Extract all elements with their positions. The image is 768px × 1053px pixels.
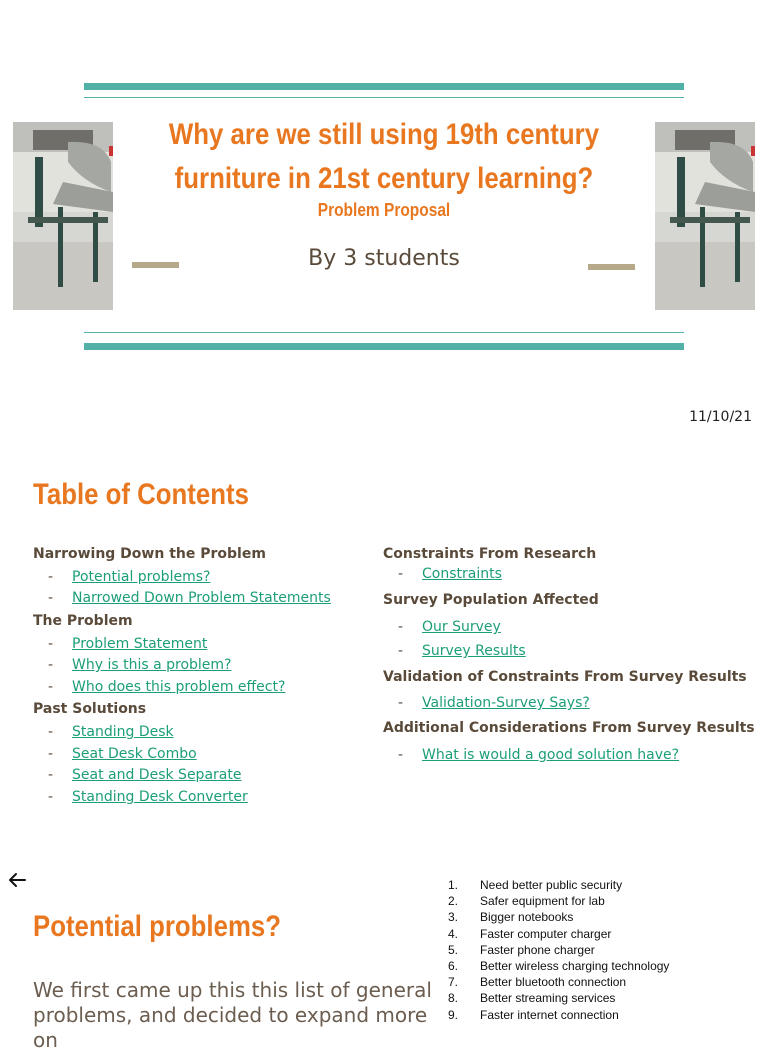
slide-subtitle: Problem Proposal	[317, 200, 451, 220]
top-accent-bar	[84, 83, 684, 90]
toc-link-problem-statement[interactable]: Problem Statement	[72, 636, 208, 652]
toc-section-heading: Narrowing Down the Problem	[33, 546, 266, 562]
list-number: 9.	[448, 1007, 459, 1022]
problem-list	[448, 877, 669, 1023]
right-decorative-dash	[588, 264, 635, 270]
toc-link-seat-desk-separate[interactable]: Seat and Desk Separate	[72, 767, 242, 783]
list-text: Better streaming services	[480, 991, 616, 1006]
toc-section-heading: The Problem	[33, 613, 133, 629]
toc-link-standing-desk[interactable]: Standing Desk	[72, 724, 174, 740]
byline: By 3 students	[308, 246, 460, 271]
list-item	[448, 1007, 669, 1023]
classroom-chair-photo-right	[655, 122, 755, 310]
toc-link-potential-problems[interactable]: Potential problems?	[72, 569, 211, 585]
toc-link-our-survey[interactable]: Our Survey	[422, 619, 501, 635]
toc-link-good-solution[interactable]: What is would a good solution have?	[422, 747, 680, 763]
toc-item[interactable]	[48, 767, 241, 783]
toc-bullet: -	[48, 746, 54, 762]
toc-section-heading: Survey Population Affected	[383, 592, 599, 608]
slide-date: 11/10/21	[689, 409, 752, 425]
list-number: 6.	[448, 958, 459, 973]
list-number: 1.	[448, 878, 459, 892]
toc-item[interactable]	[48, 789, 248, 805]
toc-item[interactable]	[398, 643, 526, 659]
bottom-accent-bar	[84, 343, 684, 350]
toc-link-standing-desk-converter[interactable]: Standing Desk Converter	[72, 789, 248, 805]
toc-bullet: -	[48, 679, 54, 695]
list-text: Bigger notebooks	[480, 910, 574, 925]
toc-item[interactable]	[48, 679, 285, 695]
toc-item[interactable]	[48, 636, 207, 652]
list-number: 4.	[448, 926, 459, 941]
toc-link-survey-results[interactable]: Survey Results	[422, 643, 526, 659]
toc-bullet: -	[48, 636, 54, 652]
toc-bullet: -	[398, 566, 404, 582]
toc-item[interactable]	[398, 566, 502, 582]
slide-title-line-2: furniture in 21st century learning?	[174, 162, 594, 195]
list-item	[448, 990, 669, 1006]
toc-link-validation-survey[interactable]: Validation-Survey Says?	[422, 695, 590, 711]
slide-body-text: We first came up this this list of general problems, and decided to expand more on	[33, 978, 432, 1052]
toc-bullet: -	[398, 643, 404, 659]
toc-section-heading: Additional Considerations From Survey Results	[383, 720, 755, 736]
toc-section-heading: Validation of Constraints From Survey Results	[383, 669, 747, 685]
arrow-left-icon[interactable]	[6, 869, 28, 891]
toc-link-who-effect[interactable]: Who does this problem effect?	[72, 679, 286, 695]
toc-item[interactable]	[48, 569, 210, 585]
list-text: Need better public security	[480, 878, 623, 892]
toc-title: Table of Contents	[33, 478, 249, 511]
toc-item[interactable]	[48, 657, 231, 673]
toc-section-heading: Constraints From Research	[383, 546, 597, 562]
toc-section-heading: Past Solutions	[33, 701, 147, 717]
list-item	[448, 958, 669, 974]
slide-title	[157, 113, 611, 201]
list-item	[448, 942, 669, 958]
toc-link-why-problem[interactable]: Why is this a problem?	[72, 657, 232, 673]
bottom-accent-line	[84, 332, 684, 333]
toc-link-seat-desk-combo[interactable]: Seat Desk Combo	[72, 746, 197, 762]
list-number: 7.	[448, 975, 459, 990]
toc-link-constraints[interactable]: Constraints	[422, 566, 502, 582]
list-text: Safer equipment for lab	[480, 894, 605, 909]
list-text: Faster phone charger	[480, 942, 595, 957]
toc-item[interactable]	[398, 747, 679, 763]
list-number: 8.	[448, 991, 459, 1006]
toc-bullet: -	[398, 695, 404, 711]
list-item	[448, 893, 669, 909]
toc-link-narrowed-down-statements[interactable]: Narrowed Down Problem Statements	[72, 590, 331, 606]
top-accent-line	[84, 97, 684, 98]
list-item	[448, 926, 669, 942]
list-number: 5.	[448, 942, 459, 957]
toc-bullet: -	[48, 657, 54, 673]
list-number: 3.	[448, 910, 459, 925]
list-item	[448, 877, 669, 893]
list-number: 2.	[448, 894, 459, 909]
list-text: Faster computer charger	[480, 926, 612, 941]
toc-item[interactable]	[398, 695, 590, 711]
slide-title-line-1: Why are we still using 19th century	[168, 118, 600, 151]
slide-heading-potential-problems: Potential problems?	[33, 910, 282, 943]
list-item	[448, 974, 669, 990]
list-text: Better bluetooth connection	[480, 975, 627, 990]
toc-bullet: -	[48, 789, 54, 805]
list-text: Better wireless charging technology	[480, 958, 670, 973]
toc-item[interactable]	[398, 619, 501, 635]
toc-bullet: -	[48, 569, 54, 585]
toc-bullet: -	[48, 590, 54, 606]
toc-bullet: -	[48, 767, 54, 783]
toc-item[interactable]	[48, 724, 174, 740]
toc-bullet: -	[48, 724, 54, 740]
toc-item[interactable]	[48, 746, 197, 762]
toc-item[interactable]	[48, 590, 331, 606]
classroom-chair-photo-left	[13, 122, 113, 310]
toc-bullet: -	[398, 747, 404, 763]
toc-bullet: -	[398, 619, 404, 635]
list-item	[448, 909, 669, 925]
list-text: Faster internet connection	[480, 1007, 619, 1022]
